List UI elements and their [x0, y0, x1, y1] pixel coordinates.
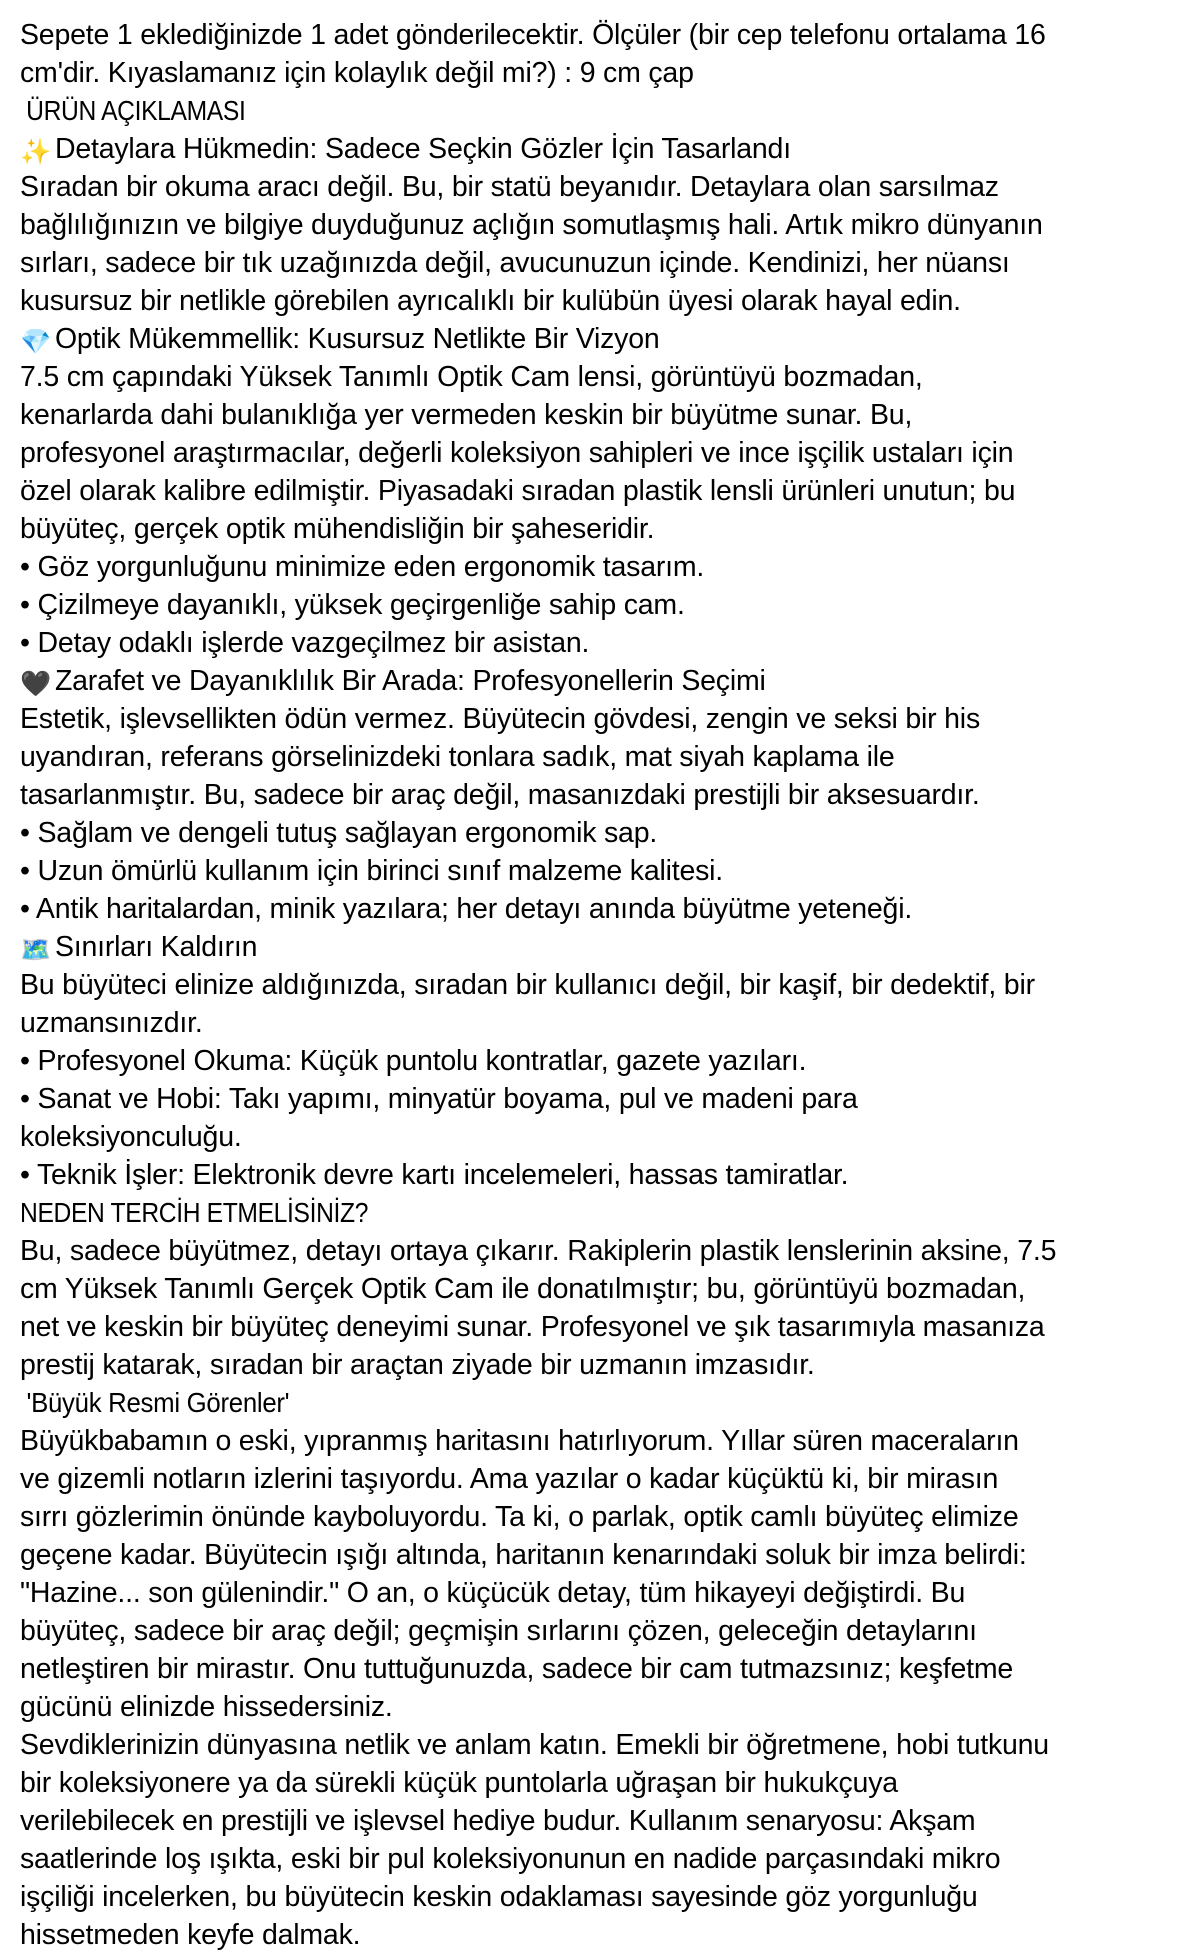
black-heart-icon: 🖤: [20, 669, 51, 698]
sparkles-icon: ✨: [20, 137, 51, 166]
section-heading-1-label: Detaylara Hükmedin: Sadece Seçkin Gözler İçin Tasarlandı: [54, 133, 791, 165]
section-heading-4: [20, 928, 1080, 966]
list-item: • Teknik İşler: Elektronik devre kartı incelemeleri, hassas tamiratlar.: [20, 1159, 849, 1191]
world-map-icon: 🗺️: [20, 935, 51, 964]
section-heading-2-label: Optik Mükemmellik: Kusursuz Netlikte Bir Vizyon: [54, 323, 660, 355]
list-item: • Profesyonel Okuma: Küçük puntolu kontratlar, gazete yazıları.: [20, 1045, 807, 1077]
list-item: • Sanat ve Hobi: Takı yapımı, minyatür boyama, pul ve madeni para koleksiyonculuğu.: [20, 1083, 858, 1153]
product-description-title: ÜRÜN AÇIKLAMASI: [26, 95, 246, 126]
section-body-2: 7.5 cm çapındaki Yüksek Tanımlı Optik Cam lensi, görüntüyü bozmadan, kenarlarda dahi bulanıklığa yer vermeden keskin bir büyütme sunar. Bu, profesyonel araştırmacılar, değerli koleksiyon sahipleri ve ince işçilik ustaları için özel olarak kalibre edilmiştir. Piyasadaki sıradan plastik lensli ürünleri unutun; bu büyüteç, gerçek optik mühendisliğin bir şaheseridir.: [20, 361, 1016, 545]
list-item: • Sağlam ve dengeli tutuş sağlayan ergonomik sap.: [20, 817, 658, 849]
list-item: • Detay odaklı işlerde vazgeçilmez bir asistan.: [20, 627, 590, 659]
why-choose-body: Bu, sadece büyütmez, detayı ortaya çıkarır. Rakiplerin plastik lenslerinin aksine, 7.5 cm Yüksek Tanımlı Gerçek Optik Cam ile donatılmıştır; bu, görüntüyü bozmadan, net ve keskin bir büyüteç deneyimi sunar. Profesyonel ve şık tasarımıyla masanıza prestij katarak, sıradan bir araçtan ziyade bir uzmanın imzasıdır.: [20, 1235, 1057, 1381]
why-choose-heading: NEDEN TERCİH ETMELİSİNİZ?: [20, 1197, 369, 1228]
section-body-4: Bu büyüteci elinize aldığınızda, sıradan bir kullanıcı değil, bir kaşif, bir dedektif, bir uzmansınızdır.: [20, 969, 1035, 1039]
section-heading-4-label: Sınırları Kaldırın: [54, 931, 258, 963]
list-item: • Antik haritalardan, minik yazılara; her detayı anında büyütme yeteneği.: [20, 893, 913, 925]
list-item: • Uzun ömürlü kullanım için birinci sınıf malzeme kalitesi.: [20, 855, 723, 887]
section-heading-1: [20, 130, 1080, 168]
closing-body: Sevdiklerinizin dünyasına netlik ve anlam katın. Emekli bir öğretmene, hobi tutkunu bir koleksiyonere ya da sürekli küçük puntolarla uğraşan bir hukukçuya verilebilecek en prestijli ve işlevsel hediye budur. Kullanım senaryosu: Akşam saatlerinde loş ışıkta, eski bir pul koleksiyonunun en nadide parçasındaki mikro işçiliği incelerken, bu büyütecin keskin odaklaması sayesinde göz yorgunluğu hissetmeden keyfe dalmak.: [20, 1729, 1049, 1951]
section-body-1: Sıradan bir okuma aracı değil. Bu, bir statü beyanıdır. Detaylara olan sarsılmaz bağlılığınızın ve bilgiye duyduğunuz açlığın somutlaşmış hali. Artık mikro dünyanın sırları, sadece bir tık uzağınızda değil, avucunuzun içinde. Kendinizi, her nüansı kusursuz bir netlikle görebilen ayrıcalıklı bir kulübün üyesi olarak hayal edin.: [20, 171, 1043, 317]
gem-icon: 💎: [20, 327, 51, 356]
story-heading: 'Büyük Resmi Görenler': [26, 1387, 290, 1418]
list-item: • Çizilmeye dayanıklı, yüksek geçirgenliğe sahip cam.: [20, 589, 685, 621]
section-heading-3: [20, 662, 1080, 700]
section-heading-2: [20, 320, 1080, 358]
shipping-note: Sepete 1 eklediğinizde 1 adet gönderilecektir. Ölçüler (bir cep telefonu ortalama 16 cm'dir. Kıyaslamanız için kolaylık değil mi?) : 9 cm çap: [20, 19, 1046, 89]
section-body-3: Estetik, işlevsellikten ödün vermez. Büyütecin gövdesi, zengin ve seksi bir his uyandıran, referans görselinizdeki tonlara sadık, mat siyah kaplama ile tasarlanmıştır. Bu, sadece bir araç değil, masanızdaki prestijli bir aksesuardır.: [20, 703, 980, 811]
list-item: • Göz yorgunluğunu minimize eden ergonomik tasarım.: [20, 551, 705, 583]
section-heading-3-label: Zarafet ve Dayanıklılık Bir Arada: Profesyonellerin Seçimi: [54, 665, 766, 697]
story-body: Büyükbabamın o eski, yıpranmış haritasını hatırlıyorum. Yıllar süren maceraların ve gizemli notların izlerini taşıyordu. Ama yazılar o kadar küçüktü ki, bir mirasın sırrı gözlerimin önünde kayboluyordu. Ta ki, o parlak, optik camlı büyüteç elimize geçene kadar. Büyütecin ışığı altında, haritanın kenarındaki soluk bir imza belirdi: "Hazine... son gülenindir." O an, o küçücük detay, tüm hikayeyi değiştirdi. Bu büyüteç, sadece bir araç değil; geçmişin sırlarını çözen, geleceğin detaylarını netleştiren bir mirastır. Onu tuttuğunuzda, sadece bir cam tutmazsınız; keşfetme gücünü elinizde hissedersiniz.: [20, 1425, 1027, 1723]
